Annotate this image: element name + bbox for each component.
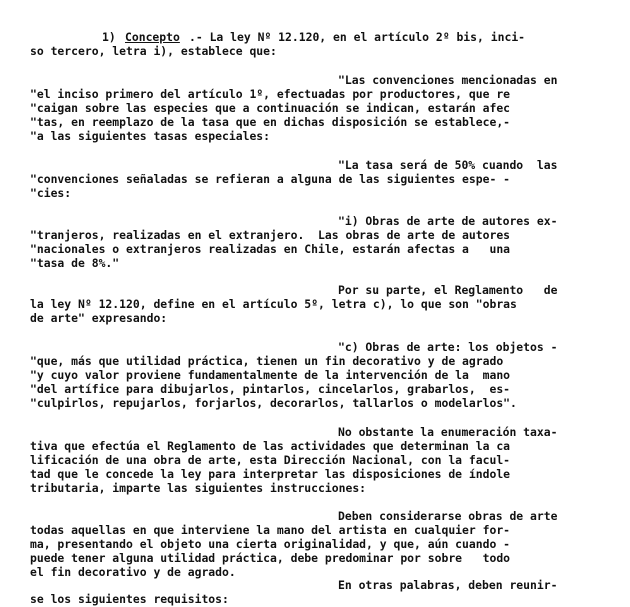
doc-line: "caigan sobre las especies que a continuación se indican, estarán afec bbox=[30, 101, 511, 115]
doc-line: Deben considerarse obras de arte bbox=[338, 509, 558, 523]
doc-line: No obstante la enumeración taxa- bbox=[338, 425, 558, 439]
doc-line: de arte" expresando: bbox=[30, 311, 168, 325]
doc-line: "del artífice para dibujarlos, pintarlos, cincelarlos, grabarlos, es- bbox=[30, 382, 511, 396]
doc-line: "a las siguientes tasas especiales: bbox=[30, 129, 271, 143]
doc-line: todas aquellas en que interviene la mano del artista en cualquier for- bbox=[30, 523, 511, 537]
doc-line: "y cuyo valor proviene fundamentalmente de la intervención de la mano bbox=[30, 368, 511, 382]
doc-line: so tercero, letra i), establece que: bbox=[30, 44, 277, 58]
doc-line: "La tasa será de 50% cuando las bbox=[338, 158, 558, 172]
doc-line: "i) Obras de arte de autores ex- bbox=[338, 214, 558, 228]
doc-line: "c) Obras de arte: los objetos - bbox=[338, 340, 558, 354]
doc-line: En otras palabras, deben reunir- bbox=[338, 578, 558, 592]
doc-line: lificación de una obra de arte, esta Dirección Nacional, con la facul- bbox=[30, 453, 511, 467]
doc-line: tributaria, imparte las siguientes instrucciones: bbox=[30, 481, 367, 495]
doc-line: tad que le concede la ley para interpretar las disposiciones de índole bbox=[30, 467, 511, 481]
doc-line: tiva que efectúa el Reglamento de las actividades que determinan la ca bbox=[30, 439, 511, 453]
doc-line: la ley Nº 12.120, define en el artículo 5º, letra c), lo que son "obras bbox=[30, 297, 517, 311]
doc-line: "culpirlos, repujarlos, forjarlos, decorarlos, tallarlos o modelarlos". bbox=[30, 396, 517, 410]
doc-line: "tas, en reemplazo de la tasa que en dichas disposición se establece,- bbox=[30, 115, 511, 129]
doc-line: puede tener alguna utilidad práctica, debe predominar por sobre todo bbox=[30, 551, 511, 565]
doc-line: el fin decorativo y de agrado. bbox=[30, 565, 236, 579]
doc-line: 1) bbox=[102, 30, 123, 44]
doc-line: .- La ley Nº 12.120, en el artículo 2º bis, inci- bbox=[189, 30, 526, 44]
doc-line: "tasa de 8%." bbox=[30, 256, 120, 270]
doc-line: Por su parte, el Reglamento de bbox=[338, 283, 558, 297]
doc-line: "el inciso primero del artículo 1º, efectuadas por productores, que re bbox=[30, 87, 511, 101]
doc-line: "cies: bbox=[30, 186, 72, 200]
doc-line: "que, más que utilidad práctica, tienen un fin decorativo y de agrado bbox=[30, 354, 504, 368]
section-heading: Concepto bbox=[125, 30, 180, 44]
doc-line: "nacionales o extranjeros realizadas en Chile, estarán afectas a una bbox=[30, 242, 511, 256]
doc-line: se los siguientes requisitos: bbox=[30, 592, 229, 606]
doc-line: "Las convenciones mencionadas en bbox=[338, 73, 558, 87]
doc-line: "tranjeros, realizadas en el extranjero. Las obras de arte de autores bbox=[30, 228, 511, 242]
doc-line: "convenciones señaladas se refieran a alguna de las siguientes espe- - bbox=[30, 172, 511, 186]
doc-line: ma, presentando el objeto una cierta originalidad, y que, aún cuando - bbox=[30, 537, 511, 551]
